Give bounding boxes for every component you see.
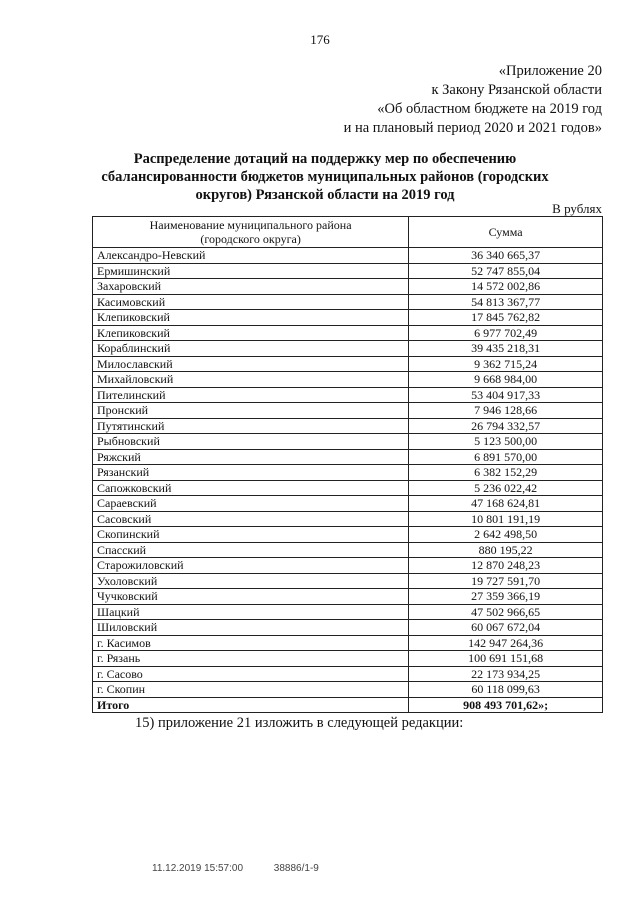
district-name: Рыбновский xyxy=(93,434,409,450)
district-sum: 26 794 332,57 xyxy=(409,418,603,434)
table-row xyxy=(93,341,603,357)
district-name: Александро-Невский xyxy=(93,248,409,264)
district-name: Михайловский xyxy=(93,372,409,388)
document-stamp xyxy=(152,863,347,874)
total-sum: 908 493 701,62»; xyxy=(409,697,603,713)
table-row xyxy=(93,465,603,481)
table-row xyxy=(93,418,603,434)
next-amendment-text: 15) приложение 21 изложить в следующей редакции: xyxy=(135,715,464,731)
district-name: Шиловский xyxy=(93,620,409,636)
district-name: Спасский xyxy=(93,542,409,558)
district-sum: 12 870 248,23 xyxy=(409,558,603,574)
document-title xyxy=(90,150,560,204)
district-name: Клепиковский xyxy=(93,325,409,341)
district-name: г. Касимов xyxy=(93,635,409,651)
district-sum: 5 236 022,42 xyxy=(409,480,603,496)
table-row xyxy=(93,434,603,450)
table-row xyxy=(93,480,603,496)
district-sum: 17 845 762,82 xyxy=(409,310,603,326)
table-row xyxy=(93,620,603,636)
table-row xyxy=(93,651,603,667)
table-row xyxy=(93,403,603,419)
district-name: г. Рязань xyxy=(93,651,409,667)
district-sum: 54 813 367,77 xyxy=(409,294,603,310)
district-sum: 142 947 264,36 xyxy=(409,635,603,651)
unit-label: В рублях xyxy=(552,201,602,216)
table-row xyxy=(93,589,603,605)
district-name: Пителинский xyxy=(93,387,409,403)
district-name: г. Скопин xyxy=(93,682,409,698)
district-sum: 880 195,22 xyxy=(409,542,603,558)
district-name: Чучковский xyxy=(93,589,409,605)
table-row xyxy=(93,604,603,620)
district-sum: 47 502 966,65 xyxy=(409,604,603,620)
district-sum: 2 642 498,50 xyxy=(409,527,603,543)
table-row xyxy=(93,666,603,682)
table-row xyxy=(93,356,603,372)
district-sum: 27 359 366,19 xyxy=(409,589,603,605)
district-sum: 47 168 624,81 xyxy=(409,496,603,512)
header-name-line-2: (городского округа) xyxy=(200,232,301,246)
district-name: Ухоловский xyxy=(93,573,409,589)
district-name: Ряжский xyxy=(93,449,409,465)
district-name: Рязанский xyxy=(93,465,409,481)
table-row xyxy=(93,527,603,543)
district-sum: 100 691 151,68 xyxy=(409,651,603,667)
district-sum: 19 727 591,70 xyxy=(409,573,603,589)
district-sum: 36 340 665,37 xyxy=(409,248,603,264)
district-sum: 10 801 191,19 xyxy=(409,511,603,527)
district-sum: 9 668 984,00 xyxy=(409,372,603,388)
district-sum: 6 977 702,49 xyxy=(409,325,603,341)
title-line-1: Распределение дотаций на поддержку мер по обеспечению xyxy=(133,151,517,167)
district-sum: 6 891 570,00 xyxy=(409,449,603,465)
stamp-datetime: 11.12.2019 15:57:00 xyxy=(152,863,244,874)
district-sum: 5 123 500,00 xyxy=(409,434,603,450)
district-name: г. Сасово xyxy=(93,666,409,682)
table-row xyxy=(93,248,603,264)
district-name: Ермишинский xyxy=(93,263,409,279)
table-row xyxy=(93,496,603,512)
district-name: Старожиловский xyxy=(93,558,409,574)
table-row xyxy=(93,372,603,388)
total-row xyxy=(93,697,603,713)
appendix-line-1: «Приложение 20 xyxy=(498,63,602,79)
total-label: Итого xyxy=(93,697,409,713)
table-body xyxy=(93,248,603,713)
district-sum: 39 435 218,31 xyxy=(409,341,603,357)
table-row xyxy=(93,279,603,295)
title-line-2: сбалансированности бюджетов муниципальных районов (городских xyxy=(101,169,549,185)
table-row xyxy=(93,682,603,698)
appendix-reference xyxy=(344,62,602,138)
table-row xyxy=(93,449,603,465)
district-name: Шацкий xyxy=(93,604,409,620)
table-row xyxy=(93,387,603,403)
district-name: Захаровский xyxy=(93,279,409,295)
stamp-code: 38886/1-9 xyxy=(273,863,319,874)
district-name: Кораблинский xyxy=(93,341,409,357)
district-name: Милославский xyxy=(93,356,409,372)
table-row xyxy=(93,635,603,651)
header-sum: Сумма xyxy=(409,217,603,248)
page-number: 176 xyxy=(310,32,330,47)
distribution-table xyxy=(92,216,603,713)
header-name-line-1: Наименование муниципального района xyxy=(149,218,352,232)
table-row xyxy=(93,325,603,341)
table-row xyxy=(93,310,603,326)
table-row xyxy=(93,294,603,310)
district-name: Клепиковский xyxy=(93,310,409,326)
district-sum: 22 173 934,25 xyxy=(409,666,603,682)
district-sum: 60 118 099,63 xyxy=(409,682,603,698)
table-row xyxy=(93,263,603,279)
district-sum: 53 404 917,33 xyxy=(409,387,603,403)
appendix-line-3: «Об областном бюджете на 2019 год xyxy=(377,101,602,117)
district-sum: 7 946 128,66 xyxy=(409,403,603,419)
title-line-3: округов) Рязанской области на 2019 год xyxy=(195,187,455,203)
district-name: Касимовский xyxy=(93,294,409,310)
district-sum: 52 747 855,04 xyxy=(409,263,603,279)
appendix-line-4: и на плановый период 2020 и 2021 годов» xyxy=(343,120,602,136)
district-name: Пронский xyxy=(93,403,409,419)
district-sum: 60 067 672,04 xyxy=(409,620,603,636)
table-row xyxy=(93,542,603,558)
district-name: Сапожковский xyxy=(93,480,409,496)
district-sum: 14 572 002,86 xyxy=(409,279,603,295)
header-name xyxy=(93,217,409,248)
table-row xyxy=(93,573,603,589)
table-header-row xyxy=(93,217,603,248)
district-sum: 9 362 715,24 xyxy=(409,356,603,372)
table-row xyxy=(93,511,603,527)
district-name: Скопинский xyxy=(93,527,409,543)
district-name: Сараевский xyxy=(93,496,409,512)
district-name: Сасовский xyxy=(93,511,409,527)
appendix-line-2: к Закону Рязанской области xyxy=(431,82,602,98)
district-sum: 6 382 152,29 xyxy=(409,465,603,481)
district-name: Путятинский xyxy=(93,418,409,434)
table-row xyxy=(93,558,603,574)
